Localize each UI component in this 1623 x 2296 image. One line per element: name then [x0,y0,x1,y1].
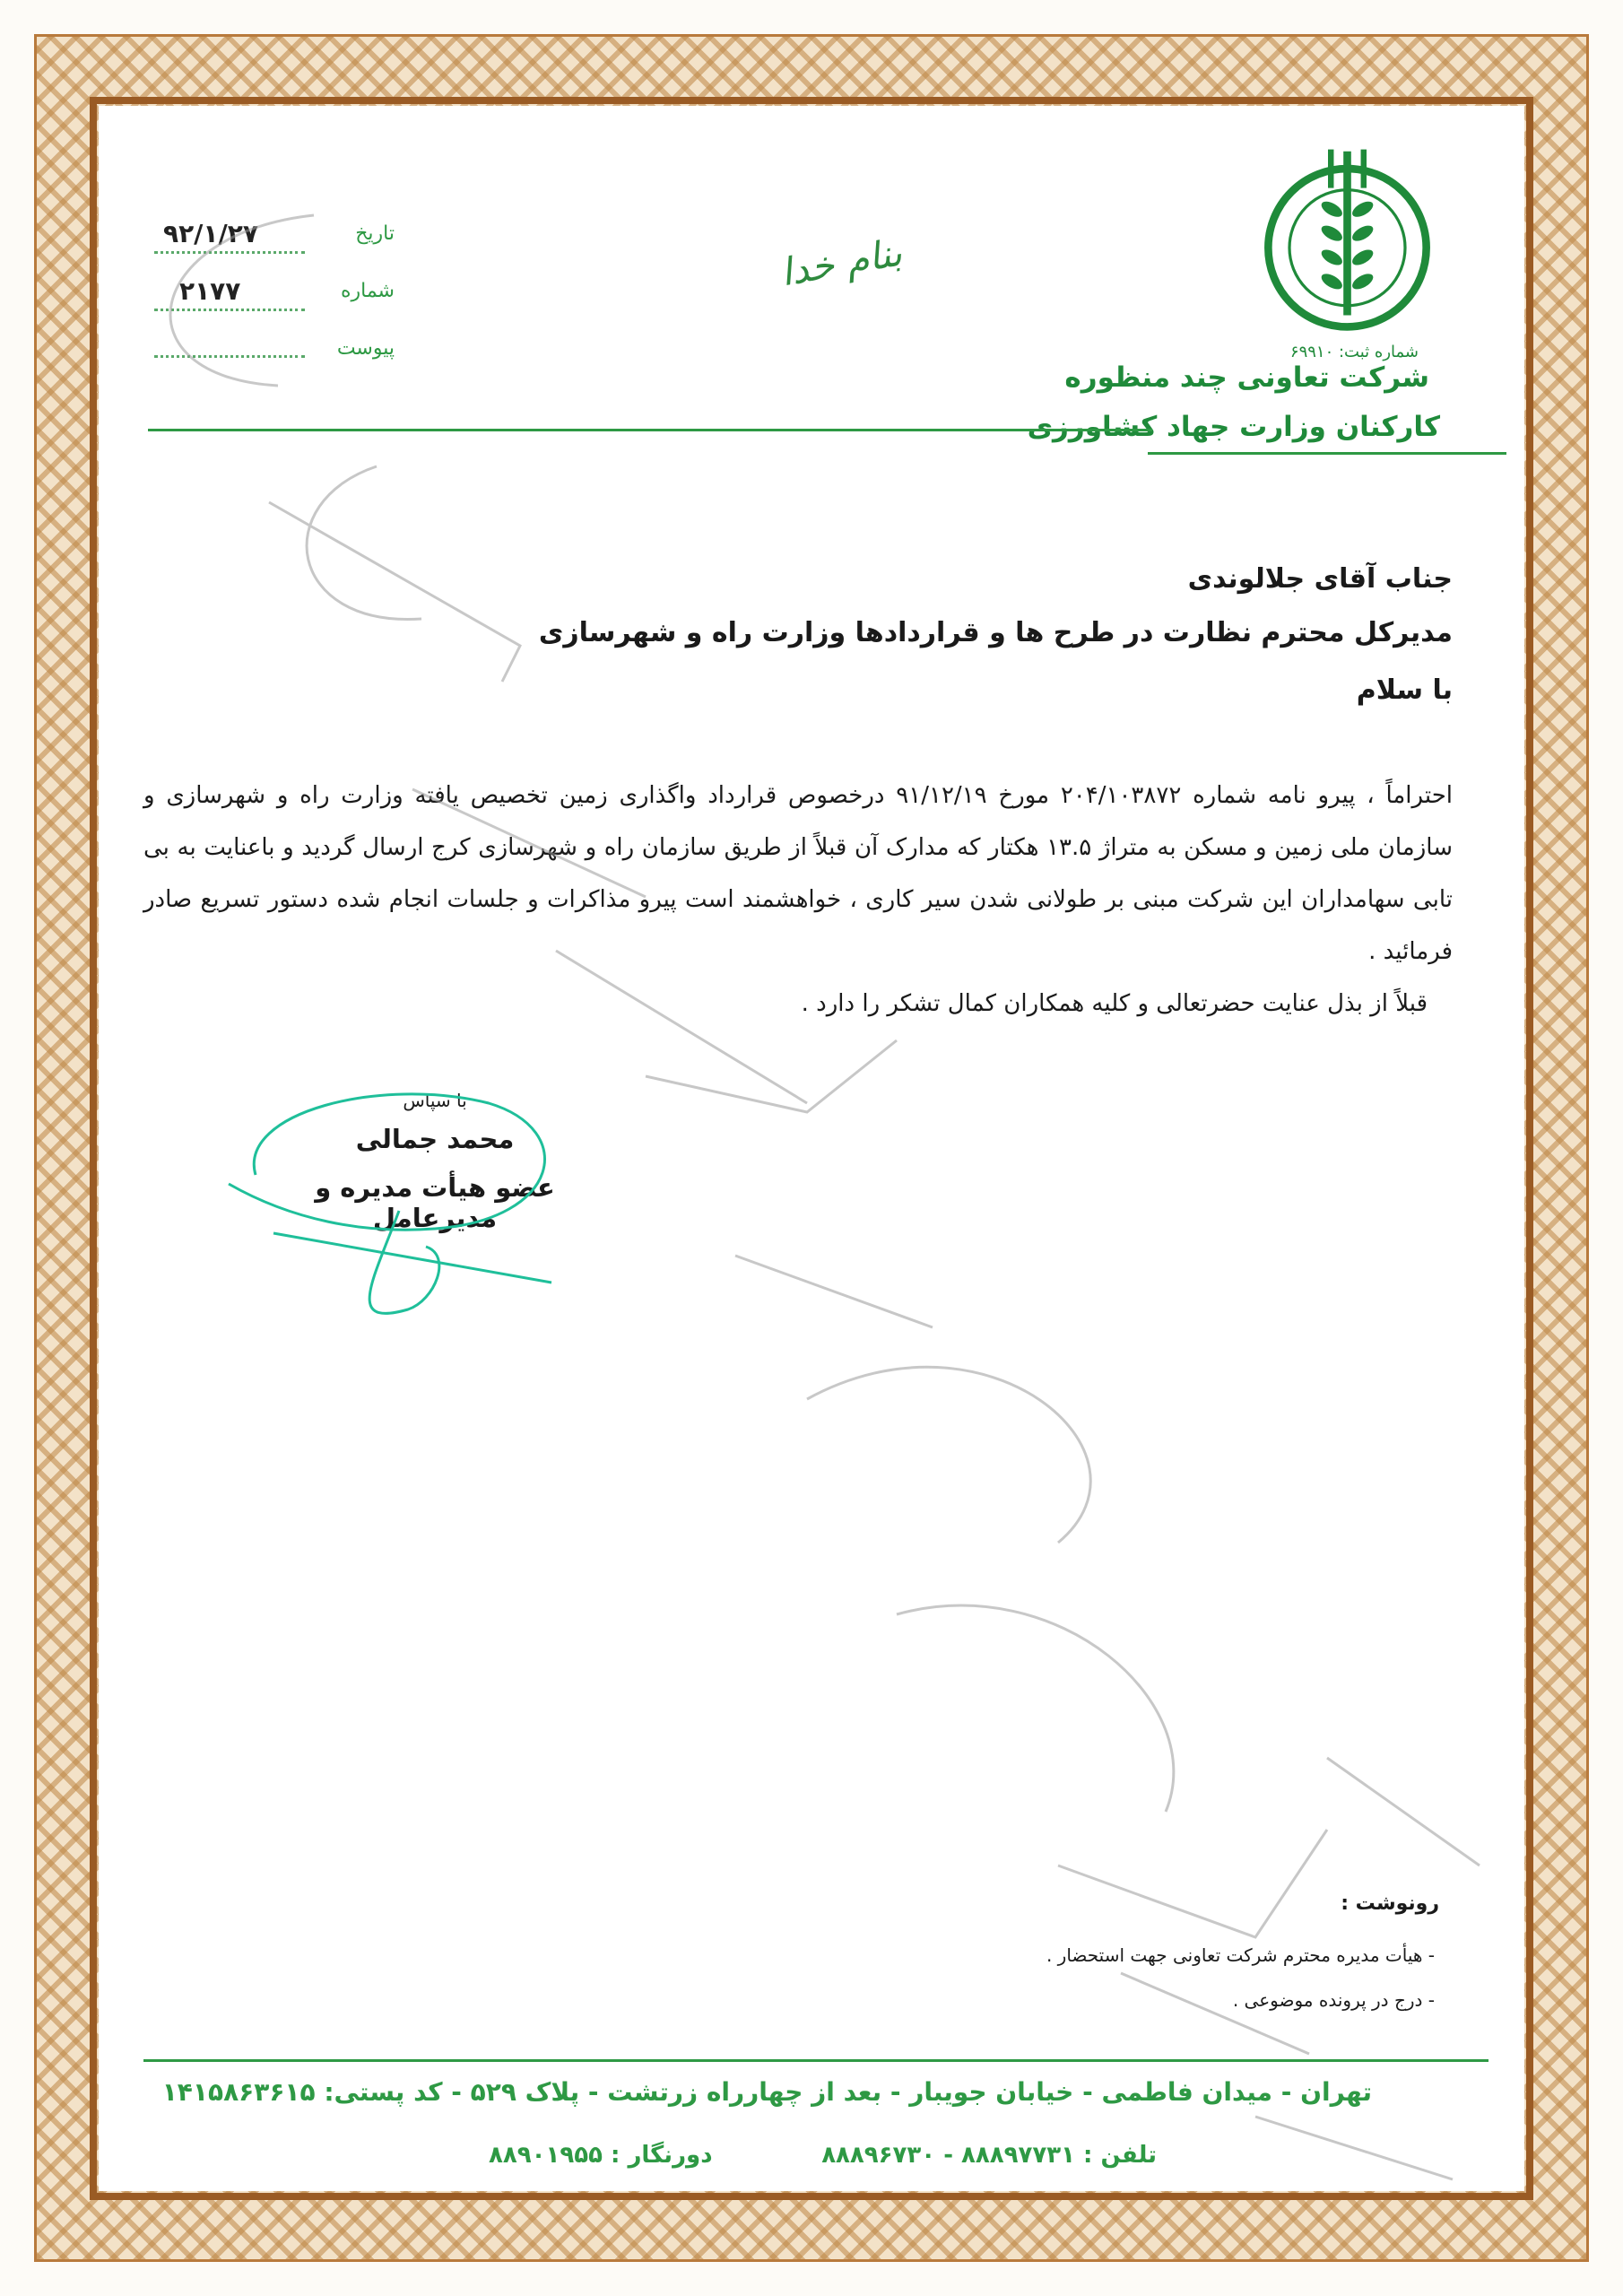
body-closing: قبلاً از بذل عنایت حضرتعالی و کلیه همکاران کمال تشکر را دارد . [801,990,1428,1017]
attachment-dots [154,355,305,358]
header-divider [148,429,1152,431]
signature-thanks: با سپاس [403,1090,467,1111]
date-value: ۹۲/۱/۲۷ [163,219,258,248]
company-name-line2: کارکنان وزارت جهاد کشاورزی [1027,411,1440,443]
company-name-line1: شرکت تعاونی چند منظوره [1064,361,1429,394]
body-paragraph: احتراماً ، پیرو نامه شماره ۲۰۴/۱۰۳۸۷۲ مورخ ۹۱/۱۲/۱۹ درخصوص قرارداد واگذاری زمین تخصیص یافته وزارت راه و شهرسازی و سازمان ملی زمین و مسکن به متراژ ۱۳.۵ هکتار که مدارک آن قبلاً از طریق سازمان راه و شهرسازی کرج ارسال گردید و باعنایت به بی تابی سهامداران این شرکت مبنی بر طولانی شدن سیر کاری ، خواهشمند است پیرو مذاکرات و جلسات انجام شده دستور تسریع صادر فرمائید . [143,782,1454,965]
registration-number: شماره ثبت: ۶۹۹۱۰ [1289,343,1419,361]
number-dots [154,309,305,311]
handwritten-signature [220,1076,596,1363]
date-dots [154,251,305,254]
greeting: با سلام [1356,674,1453,706]
attachment-label: پیوست [336,337,395,360]
signatory-position: عضو هیأت مدیره و مدیرعامل [315,1172,555,1233]
footer-phone: تلفن : ۸۸۸۹۷۷۳۱ - ۸۸۸۹۶۷۳۰ [821,2142,1157,2169]
signatory-name: محمد جمالی [355,1124,515,1154]
bismillah: بنام خدا [777,230,906,295]
cc-item-1: - هیأت مدیره محترم شرکت تعاونی جهت استحضار . [1046,1944,1435,1966]
number-label: شماره [340,280,395,302]
footer-address: تهران - میدان فاطمی - خیابان جویبار - بعد از چهارراه زرتشت - پلاک ۵۲۹ - کد پستی: ۱۴۱۵۸۶۳۶۱۵ [161,2077,1372,2107]
recipient-name: جناب آقای جلالوندی [1187,563,1453,595]
header-divider-short [1148,452,1506,455]
date-label: تاریخ [355,222,395,245]
letter-body [143,770,1453,1030]
cc-title: رونوشت : [1341,1892,1439,1915]
company-logo-icon [1251,142,1444,335]
footer-fax: دورنگار : ۸۸۹۰۱۹۵۵ [489,2142,713,2169]
cc-item-2: - درج در پرونده موضوعی . [1232,1989,1435,2011]
footer-divider [143,2059,1488,2062]
recipient-title: مدیرکل محترم نظارت در طرح ها و قراردادها وزارت راه و شهرسازی [538,617,1453,648]
number-value: ۲۱۷۷ [179,276,241,306]
